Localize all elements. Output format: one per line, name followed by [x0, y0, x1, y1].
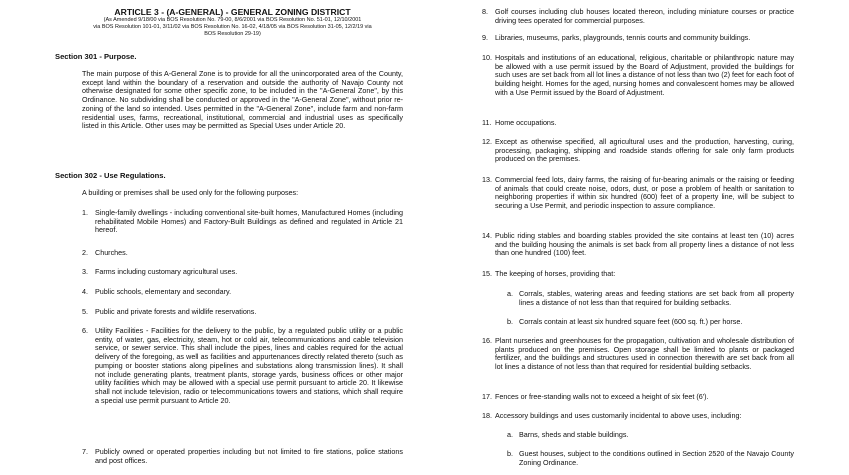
sub-item — [507, 290, 794, 307]
section-301-heading: Section 301 - Purpose. — [55, 52, 137, 61]
item-number: 4. — [82, 287, 88, 296]
sub-item-text: Corrals contain at least six hundred square feet (600 sq. ft.) per horse. — [519, 317, 743, 326]
item-number: 2. — [82, 248, 88, 257]
item-text: Plant nurseries and greenhouses for the propagation, cultivation and wholesale distribution of plants produced on the premises. Open storage shall be limited to plants or packaged fertilizer, and the buildings and structures used in connection therewith are set back from all lot lines a distance of not less than that required for residential building setbacks. — [495, 336, 794, 372]
list-item — [82, 327, 403, 405]
item-text: Farms including customary agricultural uses. — [95, 267, 238, 276]
item-text: Public schools, elementary and secondary. — [95, 287, 232, 296]
item-number: 1. — [82, 208, 88, 217]
sub-item — [507, 431, 794, 440]
list-item — [482, 54, 794, 98]
item-number: 11. — [482, 118, 492, 127]
list-item — [482, 337, 794, 372]
item-number: 12. — [482, 137, 492, 146]
section-301-text: The main purpose of this A-General Zone is to provide for all the unincorporated area of the County, except land within the boundary of a reservation and outside the authority of Navajo County not otherwise designated for some other specific zone, to be included in the "A-General Zone", by this Ordinance. No subdividing shall be conducted or approved in the "A-General Zone", without prior re-zoning of the land so intended. Uses permitted in the "A-General Zone", include farm and non-farm residential uses, farms, recreational, institutional, commercial and industrial uses as specifically listed in this Article. Other uses may be permitted as Special Uses under Article 20. — [82, 69, 403, 131]
list-item — [82, 288, 403, 297]
list-item — [482, 138, 794, 164]
list-item — [482, 232, 794, 258]
article-title: ARTICLE 3 - (A-GENERAL) - GENERAL ZONING DISTRICT — [114, 7, 351, 17]
section-302-heading: Section 302 - Use Regulations. — [55, 171, 166, 180]
list-item — [82, 268, 403, 277]
item-text: Single-family dwellings - including conventional site-built homes, Manufactured Homes (including rehabilitated Mobile Homes) and Factory-Built Buildings as defined and regulated in Article 21 hereof. — [95, 208, 403, 235]
item-number: 16. — [482, 336, 492, 345]
list-item — [82, 448, 403, 465]
item-text: Golf courses including club houses located thereon, including miniature courses or practice driving tees operated for commercial purposes. — [495, 7, 794, 25]
list-item — [82, 308, 403, 317]
item-number: 6. — [82, 326, 88, 335]
list-item — [482, 393, 794, 402]
item-text: Churches. — [95, 248, 128, 257]
amendment-line: (As Amended 9/18/00 via BOS Resolution No. 79-00, 8/6/2001 via BOS Resolution No. 51-01, 12/10/2001 — [103, 17, 362, 23]
sub-item — [507, 318, 794, 327]
sub-item-letter: b. — [507, 449, 513, 458]
left-column — [55, 0, 410, 465]
item-text: Libraries, museums, parks, playgrounds, tennis courts and community buildings. — [495, 33, 751, 42]
item-number: 14. — [482, 231, 492, 240]
item-number: 10. — [482, 53, 492, 62]
sub-item-text: Barns, sheds and stable buildings. — [519, 430, 629, 439]
item-number: 13. — [482, 175, 492, 184]
item-text: Fences or free-standing walls not to exceed a height of six feet (6'). — [495, 392, 709, 401]
item-number: 9. — [482, 33, 488, 42]
sub-item-text: Corrals, stables, watering areas and feeding stations are set back from all property lines a distance of not less than that required for building setbacks. — [519, 289, 794, 307]
item-text: Utility Facilities - Facilities for the delivery to the public, by a regulated public utility or a public entity, of water, gas, electricity, steam, hot or cold air, telecommunications and cable television service, or sewer service. This shall include the pipes, lines and cables required for the actual delivery of the foregoing, as well as facilities and appurtenances directly related thereto (such as pumping or booster stations along pipelines and substations along transmission lines). It shall not include generating plants, treatment plants, storage yards, business offices or other major utility facilities which may be allowed with a special use permit pursuant to article 20. It likewise shall not include television, radio or telecommunications towers and stations, which shall require a special use permit pursuant to Article 20. — [95, 326, 403, 405]
list-item — [82, 249, 403, 258]
amendment-note — [55, 17, 410, 38]
list-item — [82, 209, 403, 235]
item-text: Hospitals and institutions of an educational, religious, charitable or philanthropic nature may be allowed with a use permit issued by the Board of Adjustment, provided the buildings for such uses are set back from all lot lines a distance of not less than two (2) feet for each foot of building height. Homes for the aged, nursing homes and convalescent homes may be allowed with a Use Permit issued by the Board of Adjustment. — [495, 53, 794, 97]
item-number: 5. — [82, 307, 88, 316]
sub-item-letter: a. — [507, 430, 513, 439]
list-item — [482, 8, 794, 25]
item-text: Public riding stables and boarding stables provided the site contains at least ten (10) acres and the building housing the animals is set back from all property lines a distance of not less than one hundred (100) feet. — [495, 231, 794, 258]
item-text: Public and private forests and wildlife reservations. — [95, 307, 257, 316]
item-number: 15. — [482, 269, 492, 278]
item-text: The keeping of horses, providing that: — [495, 269, 616, 278]
sub-item-letter: a. — [507, 289, 513, 298]
item-number: 18. — [482, 411, 492, 420]
item-number: 17. — [482, 392, 492, 401]
item-text: Home occupations. — [495, 118, 557, 127]
list-item — [482, 270, 794, 279]
section-302-intro: A building or premises shall be used only for the following purposes: — [82, 188, 299, 197]
amendment-line: BOS Resolution 29-19) — [204, 31, 261, 37]
item-text: Commercial feed lots, dairy farms, the raising of fur-bearing animals or the raising or feeding of animals that could create noise, odors, dust, or pose a problem of health or sanitation to neighboring properties if within six hundred (600) feet of a property line, will be subject to securing a Use Permit, and periodic inspection to assure compliance. — [495, 175, 794, 211]
item-text: Accessory buildings and uses customarily incidental to above uses, including: — [495, 411, 742, 420]
list-item — [482, 412, 794, 421]
item-number: 3. — [82, 267, 88, 276]
item-text: Publicly owned or operated properties including but not limited to fire stations, police stations and post offices. — [95, 447, 403, 465]
item-number: 7. — [82, 447, 88, 456]
amendment-line: via BOS Resolution 101-01, 3/11/02 via BOS Resolution No. 16-02, 4/18/05 via BOS Resolution 31-05, 12/2/19 via — [93, 24, 372, 30]
sub-item-text: Guest houses, subject to the conditions outlined in Section 2520 of the Navajo County Zoning Ordinance. — [519, 449, 794, 467]
item-text: Except as otherwise specified, all agricultural uses and the production, harvesting, curing, processing, packaging, shipping and roadside stands offering for sale only farm products produced on the premises. — [495, 137, 794, 164]
sub-item-letter: b. — [507, 317, 513, 326]
item-number: 8. — [482, 7, 488, 16]
list-item — [482, 34, 794, 43]
sub-item — [507, 450, 794, 467]
list-item — [482, 176, 794, 211]
list-item — [482, 119, 794, 128]
